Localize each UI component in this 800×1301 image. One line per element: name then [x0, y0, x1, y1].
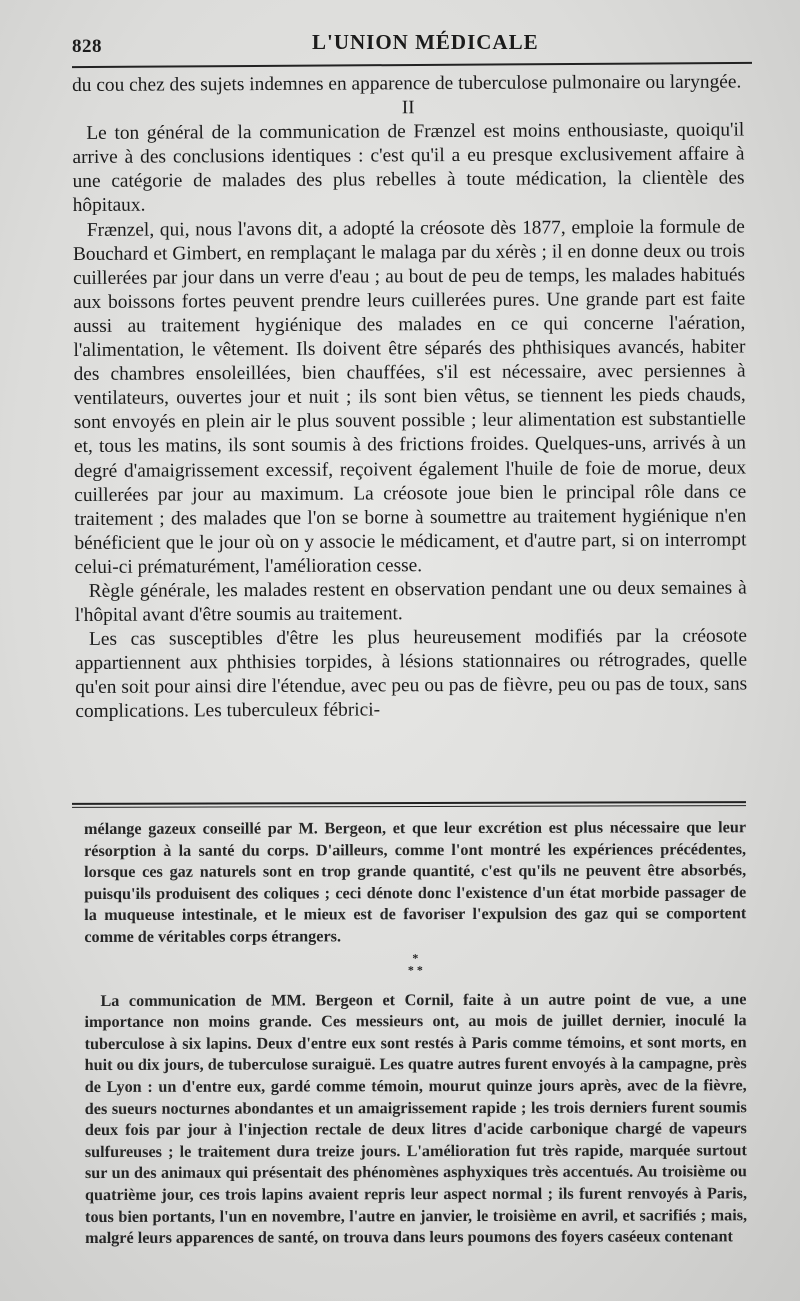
section-number: II	[401, 97, 415, 119]
page-number: 828	[72, 36, 102, 57]
note-paragraph: mélange gazeux conseillé par M. Bergeon, et que leur excrétion est plus nécessaire que leur résorption à la santé du corps. D'ailleurs, comme l'ont montré les expériences précédentes, lorsque ces gaz naturels sont en trop grande quantité, c'est qu'ils ne peuvent être absorbés, puisqu'ils produisent des coliques ; ceci dénote donc l'existence d'un état morbide passager de la muqueuse intestinale, et le mieux est de favoriser l'expulsion des gaz qui se comportent comme de véritables corps étrangers.	[84, 818, 747, 946]
asterism	[84, 951, 746, 977]
body-paragraph: Frænzel, qui, nous l'avons dit, a adopté la créosote dès 1877, emploie la formule de Bouchard et Gimbert, en remplaçant le malaga par du xérès ; il en donne deux ou trois cuillerées par jour dans un verre d'eau ; au bout de peu de temps, les malades habitués aux boissons fortes peuvent prendre leurs cuillerées pures. Une grande part est faite aussi au traitement hygiénique des malades en ce qui concerne l'aération, l'alimentation, le vêtement. Ils doivent être séparés des phthisiques avancés, habiter des chambres ensoleillées, bien chauffées, s'il est nécessaire, avec persiennes à ventilateurs, ouvertes jour et nuit ; ils sont bien vêtus, se tiennent les pieds chauds, sont envoyés en plein air le plus souvent possible ; leur alimentation est substantielle et, tous les matins, ils sont soumis à des frictions froides. Quelques-uns, arrivés à un degré d'amaigrissement excessif, reçoivent également l'huile de foie de morue, deux cuillerées par jour au maximum. La créosote joue bien le principal rôle dans ce traitement ; des malades que l'on se borne à soumettre au traitement hygiénique n'en bénéficient que le jour où on y associe le médicament, et d'autre part, si on interrompt celui-ci prématurément, l'amélioration cesse.	[72, 216, 747, 578]
asterism-top: *	[412, 950, 419, 965]
header-rule	[72, 62, 752, 68]
main-text	[72, 70, 747, 724]
body-paragraph: Règle générale, les malades restent en observation pendant une ou deux semaines à l'hôpital avant d'être soumis au traitement.	[74, 577, 747, 627]
notes-section	[84, 817, 747, 1249]
note-paragraph: La communication de MM. Bergeon et Cornil, faite à un autre point de vue, a une importance non moins grande. Ces messieurs ont, au mois de juillet dernier, inoculé la tuberculose à six lapins. Deux d'entre eux sont restés à Paris comme témoins, et sont morts, en huit ou dix jours, de tuberculose suraiguë. Les quatre autres furent envoyés à la campagne, près de Lyon : un d'entre eux, gardé comme témoin, mourut quinze jours après, avec de la fièvre, des sueurs nocturnes abondantes et un amaigrissement rapide ; les trois derniers furent soumis deux fois par jour à l'injection rectale de deux litres d'acide carbonique chargé de vapeurs sulfureuses ; le traitement dura treize jours. L'amélioration fut très rapide, marquée surtout sur un des animaux qui présentait des phénomènes asphyxiques très accentués. Au troisième ou quatrième jour, ces trois lapins avaient repris leur aspect normal ; ils furent renvoyés à Paris, tous bien portants, l'un en novembre, l'autre en janvier, le troisième en avril, et sacrifiés ; mais, malgré leurs apparences de santé, on trouva dans leurs poumons des foyers caséeux contenant	[84, 989, 748, 1248]
asterism-bottom: * *	[407, 962, 423, 977]
footnote-rule	[72, 801, 746, 808]
continuation-paragraph: du cou chez des sujets indemnes en apparence de tuberculose pulmonaire ou laryngée.	[72, 71, 742, 96]
page-header	[72, 30, 752, 60]
running-title: L'UNION MÉDICALE	[312, 30, 539, 54]
body-paragraph: Le ton général de la communication de Frænzel est moins enthousiaste, quoiqu'il arrive à des conclusions identiques : c'est qu'il a eu presque exclusivement affaire à une catégorie de malades des plus rebelles à toute médication, la clientèle des hôpitaux.	[72, 119, 745, 217]
body-paragraph: Les cas susceptibles d'être les plus heureusement modifiés par la créosote appartiennent aux phthisies torpides, à lésions stationnaires ou rétrogrades, quelle qu'en soit pour ainsi dire l'étendue, avec peu ou pas de fièvre, peu ou pas de toux, sans complications. Les tuberculeux fébrici-	[75, 625, 748, 723]
